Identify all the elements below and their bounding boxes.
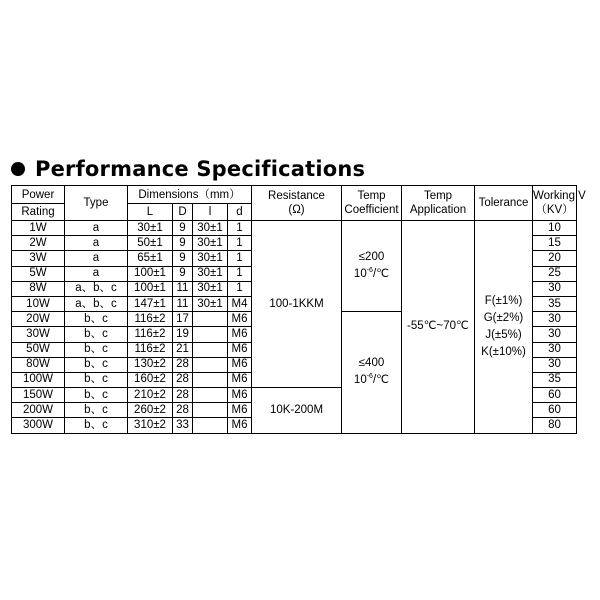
dim-L-cell: 310±2 bbox=[128, 418, 173, 433]
dim-l-cell: 30±1 bbox=[193, 236, 228, 251]
resistance-range-1: 100-1KKM bbox=[252, 221, 342, 388]
working-voltage-cell: 35 bbox=[533, 296, 577, 311]
dim-l-cell bbox=[193, 372, 228, 387]
working-voltage-cell: 20 bbox=[533, 251, 577, 266]
temp-application: -55℃~70℃ bbox=[402, 221, 475, 434]
dim-L-cell: 116±2 bbox=[128, 327, 173, 342]
type-cell: b、c bbox=[65, 372, 128, 387]
power-cell: 300W bbox=[12, 418, 65, 433]
dim-d-cell: 1 bbox=[228, 266, 252, 281]
type-cell: b、c bbox=[65, 312, 128, 327]
dim-L-cell: 116±2 bbox=[128, 342, 173, 357]
power-cell: 10W bbox=[12, 296, 65, 311]
dim-d-cell: M6 bbox=[228, 357, 252, 372]
specifications-table bbox=[11, 185, 586, 434]
dim-l-cell bbox=[193, 327, 228, 342]
dim-L-cell: 100±1 bbox=[128, 266, 173, 281]
resistance-range-2: 10K-200M bbox=[252, 388, 342, 434]
working-voltage-cell: 10 bbox=[533, 221, 577, 236]
tolerance: F(±1%) G(±2%) J(±5%) K(±10%) bbox=[475, 221, 533, 434]
working-voltage-cell: 25 bbox=[533, 266, 577, 281]
type-cell: a、b、c bbox=[65, 281, 128, 296]
table-row bbox=[12, 221, 577, 236]
dim-l-cell: 30±1 bbox=[193, 281, 228, 296]
working-voltage-cell: 60 bbox=[533, 403, 577, 418]
dim-D-cell: 9 bbox=[173, 236, 193, 251]
dim-d-cell: M4 bbox=[228, 296, 252, 311]
dim-d-cell: M6 bbox=[228, 418, 252, 433]
dim-d-cell: M6 bbox=[228, 388, 252, 403]
dim-l-cell: 30±1 bbox=[193, 296, 228, 311]
header-temp-application: Temp Application bbox=[402, 186, 475, 221]
type-cell: b、c bbox=[65, 342, 128, 357]
working-voltage-cell: 15 bbox=[533, 236, 577, 251]
header-dim-l: l bbox=[193, 204, 228, 221]
header-working-voltage: Working V （KV） bbox=[533, 186, 577, 221]
dim-D-cell: 17 bbox=[173, 312, 193, 327]
working-voltage-cell: 60 bbox=[533, 388, 577, 403]
type-cell: b、c bbox=[65, 388, 128, 403]
dim-L-cell: 65±1 bbox=[128, 251, 173, 266]
dim-l-cell: 30±1 bbox=[193, 251, 228, 266]
dim-D-cell: 9 bbox=[173, 266, 193, 281]
power-cell: 100W bbox=[12, 372, 65, 387]
dim-L-cell: 30±1 bbox=[128, 221, 173, 236]
working-voltage-cell: 80 bbox=[533, 418, 577, 433]
working-voltage-cell: 35 bbox=[533, 372, 577, 387]
bullet-icon bbox=[11, 162, 25, 176]
power-cell: 20W bbox=[12, 312, 65, 327]
dim-L-cell: 116±2 bbox=[128, 312, 173, 327]
power-cell: 30W bbox=[12, 327, 65, 342]
type-cell: b、c bbox=[65, 418, 128, 433]
power-cell: 5W bbox=[12, 266, 65, 281]
section-title: Performance Specifications bbox=[35, 157, 366, 181]
header-power-rating: Rating bbox=[12, 204, 65, 221]
type-cell: a bbox=[65, 266, 128, 281]
header-temp-coefficient: Temp Coefficient bbox=[342, 186, 402, 221]
working-voltage-cell: 30 bbox=[533, 281, 577, 296]
type-cell: a bbox=[65, 251, 128, 266]
dim-L-cell: 130±2 bbox=[128, 357, 173, 372]
type-cell: b、c bbox=[65, 403, 128, 418]
dim-D-cell: 9 bbox=[173, 221, 193, 236]
power-cell: 50W bbox=[12, 342, 65, 357]
header-row bbox=[12, 186, 577, 204]
dim-L-cell: 147±1 bbox=[128, 296, 173, 311]
working-voltage-cell: 30 bbox=[533, 312, 577, 327]
power-cell: 3W bbox=[12, 251, 65, 266]
dim-L-cell: 160±2 bbox=[128, 372, 173, 387]
header-dim-L: L bbox=[128, 204, 173, 221]
dim-d-cell: 1 bbox=[228, 221, 252, 236]
header-type: Type bbox=[65, 186, 128, 221]
dim-L-cell: 50±1 bbox=[128, 236, 173, 251]
dim-L-cell: 100±1 bbox=[128, 281, 173, 296]
dim-l-cell bbox=[193, 342, 228, 357]
power-cell: 80W bbox=[12, 357, 65, 372]
dim-D-cell: 21 bbox=[173, 342, 193, 357]
power-cell: 150W bbox=[12, 388, 65, 403]
dim-l-cell: 30±1 bbox=[193, 266, 228, 281]
dim-d-cell: 1 bbox=[228, 251, 252, 266]
dim-D-cell: 11 bbox=[173, 296, 193, 311]
dim-d-cell: 1 bbox=[228, 281, 252, 296]
header-dim-D: D bbox=[173, 204, 193, 221]
dim-d-cell: M6 bbox=[228, 342, 252, 357]
power-cell: 2W bbox=[12, 236, 65, 251]
dim-l-cell bbox=[193, 357, 228, 372]
dim-l-cell bbox=[193, 388, 228, 403]
header-dimensions: Dimensions（mm） bbox=[128, 186, 252, 204]
power-cell: 200W bbox=[12, 403, 65, 418]
dim-d-cell: M6 bbox=[228, 327, 252, 342]
dim-D-cell: 28 bbox=[173, 357, 193, 372]
dim-D-cell: 28 bbox=[173, 388, 193, 403]
temp-coefficient-1: ≤200 $10^{-6}/℃$ bbox=[342, 221, 402, 312]
header-dim-d: d bbox=[228, 204, 252, 221]
dim-D-cell: 11 bbox=[173, 281, 193, 296]
type-cell: b、c bbox=[65, 327, 128, 342]
type-cell: b、c bbox=[65, 357, 128, 372]
dim-l-cell: 30±1 bbox=[193, 221, 228, 236]
type-cell: a bbox=[65, 221, 128, 236]
dim-l-cell bbox=[193, 418, 228, 433]
dim-D-cell: 28 bbox=[173, 372, 193, 387]
dim-d-cell: M6 bbox=[228, 372, 252, 387]
dim-d-cell: 1 bbox=[228, 236, 252, 251]
header-resistance: Resistance (Ω) bbox=[252, 186, 342, 221]
dim-L-cell: 260±2 bbox=[128, 403, 173, 418]
type-cell: a、b、c bbox=[65, 296, 128, 311]
working-voltage-cell: 30 bbox=[533, 327, 577, 342]
dim-L-cell: 210±2 bbox=[128, 388, 173, 403]
working-voltage-cell: 30 bbox=[533, 342, 577, 357]
header-power: Power bbox=[12, 186, 65, 204]
dim-D-cell: 9 bbox=[173, 251, 193, 266]
dim-D-cell: 33 bbox=[173, 418, 193, 433]
dim-l-cell bbox=[193, 403, 228, 418]
section-heading bbox=[11, 157, 365, 181]
dim-D-cell: 28 bbox=[173, 403, 193, 418]
power-cell: 1W bbox=[12, 221, 65, 236]
power-cell: 8W bbox=[12, 281, 65, 296]
dim-d-cell: M6 bbox=[228, 312, 252, 327]
temp-coefficient-2: ≤400 $10^{-6}/℃$ bbox=[342, 312, 402, 434]
header-tolerance: Tolerance bbox=[475, 186, 533, 221]
dim-l-cell bbox=[193, 312, 228, 327]
type-cell: a bbox=[65, 236, 128, 251]
dim-D-cell: 19 bbox=[173, 327, 193, 342]
working-voltage-cell: 30 bbox=[533, 357, 577, 372]
dim-d-cell: M6 bbox=[228, 403, 252, 418]
